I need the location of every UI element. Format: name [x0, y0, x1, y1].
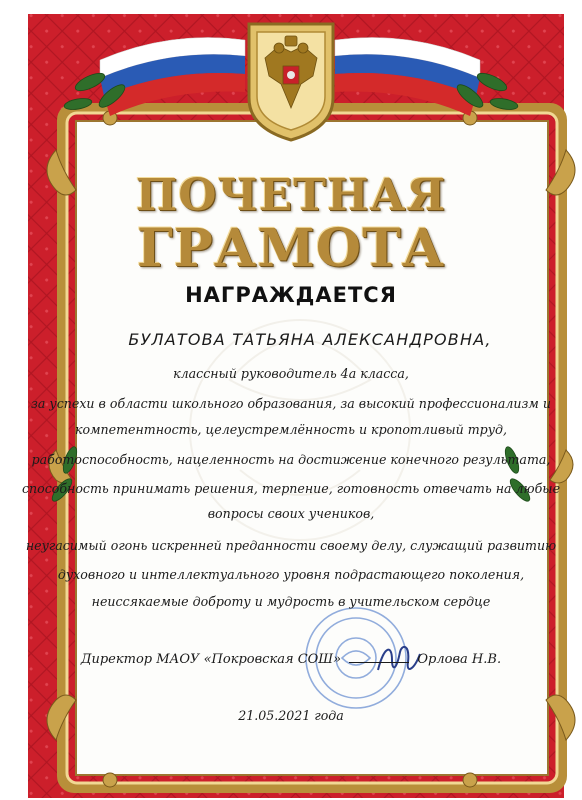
body-line: способность принимать решения, терпение, готовность отвечать на любые [21, 481, 561, 496]
body-line: за успехи в области школьного образования, за высокий профессионализм и [31, 396, 551, 411]
title-line-1: ПОЧЕТНАЯ [135, 170, 447, 221]
recipient-name: БУЛАТОВА ТАТЬЯНА АЛЕКСАНДРОВНА, [128, 330, 492, 349]
issue-date: 21.05.2021 года [238, 708, 344, 723]
body-line: вопросы своих учеников, [207, 506, 375, 521]
signature-prefix: Директор МАОУ «Покровская СОШ» [80, 652, 342, 667]
body-line: компетентность, целеустремлённость и кропотливый труд, [75, 422, 507, 437]
body-line: неиссякаемые доброту и мудрость в учительском сердце [91, 594, 491, 609]
body-line: духовного и интеллектуального уровня подрастающего поколения, [57, 567, 525, 582]
body-line: работоспособность, нацеленность на достижение конечного результата, [31, 452, 551, 467]
body-line: неугасимый огонь искренней преданности своему делу, служащий развитию [25, 538, 557, 553]
body-line: классный руководитель 4а класса, [173, 366, 409, 381]
title-line-2: ГРАМОТА [136, 218, 446, 279]
signature-line [0, 652, 582, 667]
signature-suffix: Орлова Н.В. [417, 652, 502, 667]
awarded-heading: НАГРАЖДАЕТСЯ [185, 283, 397, 307]
